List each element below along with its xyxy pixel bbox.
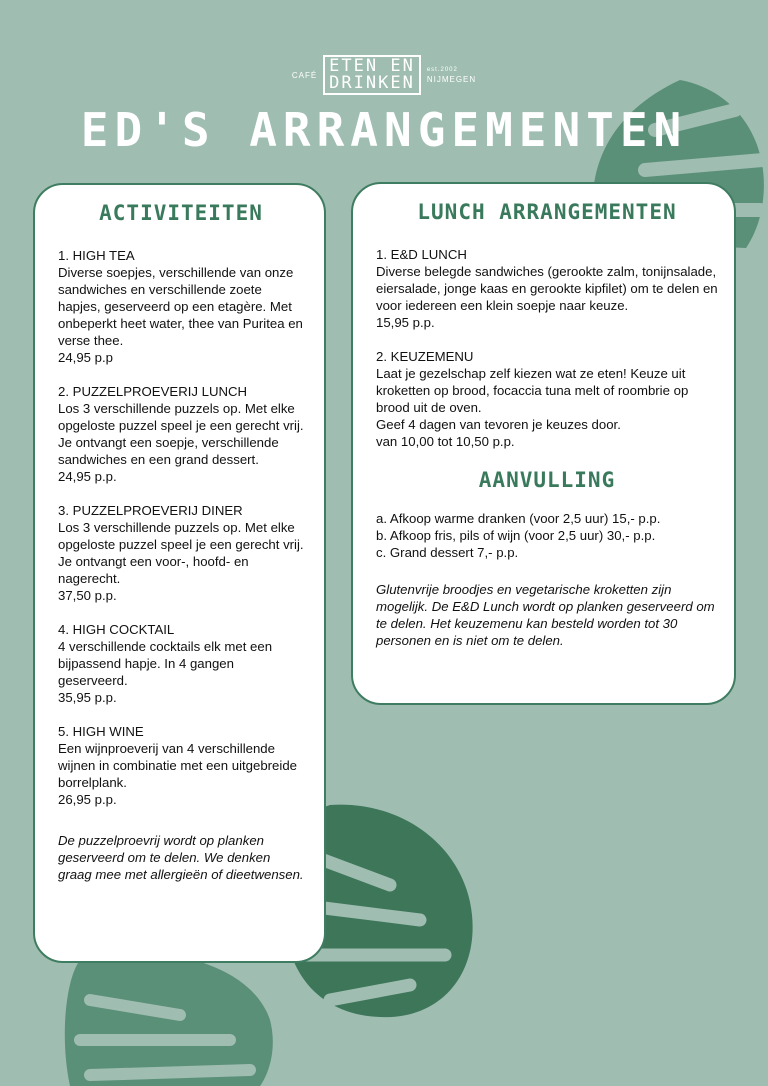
activities-note: De puzzelproevrij wordt op planken geserveerd om te delen. We denken graag mee met allergieën of dieetwensen. — [58, 833, 304, 882]
activity-description: Los 3 verschillende puzzels op. Met elke opgeloste puzzel speel je een gerecht vrij. Je ontvangt een soepje, verschillende sandwiches en een grand dessert. — [58, 401, 304, 467]
activity-title: 5. HIGH WINE — [58, 724, 144, 739]
logo-city: NIJMEGEN — [426, 75, 477, 84]
aanvulling-item: c. Grand dessert 7,- p.p. — [376, 545, 519, 560]
lunch-item-title: 1. E&D LUNCH — [376, 247, 467, 262]
activity-title: 3. PUZZELPROEVERIJ DINER — [58, 503, 243, 518]
activities-heading: ACTIVITEITEN — [99, 201, 263, 225]
activity-item — [58, 723, 304, 808]
activity-title: 2. PUZZELPROEVERIJ LUNCH — [58, 384, 248, 399]
activity-price: 26,95 p.p. — [58, 792, 117, 807]
lunch-heading: LUNCH ARRANGEMENTEN — [417, 200, 677, 224]
lunch-item-extra: Geef 4 dagen van tevoren je keuzes door. — [376, 417, 621, 432]
lunch-item-price: 15,95 p.p. — [376, 315, 435, 330]
aanvulling-list — [376, 510, 718, 561]
aanvulling-heading: AANVULLING — [478, 468, 616, 492]
activity-item — [58, 502, 304, 604]
lunch-card — [351, 182, 736, 705]
activity-description: 4 verschillende cocktails elk met een bijpassend hapje. In 4 gangen geserveerd. — [58, 639, 273, 688]
cafe-logo — [0, 55, 768, 95]
activity-description: Diverse soepjes, verschillende van onze sandwiches en verschillende zoete hapjes, geserveerd op een etagère. Met onbeperkt heet water, thee van Puritea en verse thee. — [58, 265, 303, 348]
logo-established: est.2002 — [426, 67, 458, 73]
activity-item — [58, 621, 304, 706]
logo-wordmark — [323, 55, 421, 95]
logo-location — [427, 66, 476, 84]
lunch-item-description: Diverse belegde sandwiches (gerookte zalm, tonijnsalade, eiersalade, jonge kaas en gerookte kipfilet) om te delen en voor iedereen een klein soepje naar keuze. — [376, 264, 718, 313]
lunch-item-price: van 10,00 tot 10,50 p.p. — [376, 434, 515, 449]
page-title: ED'S ARRANGEMENTEN — [80, 103, 688, 157]
activity-item — [58, 247, 304, 366]
aanvulling-item: a. Afkoop warme dranken (voor 2,5 uur) 15,- p.p. — [376, 511, 661, 526]
activity-title: 1. HIGH TEA — [58, 248, 135, 263]
logo-line-1: ETEN EN — [329, 56, 415, 76]
activity-price: 24,95 p.p. — [58, 469, 117, 484]
lunch-item — [376, 348, 718, 450]
lunch-item-description: Laat je gezelschap zelf kiezen wat ze eten! Keuze uit kroketten op brood, focaccia tuna melt of roombrie op brood uit de oven. — [376, 366, 689, 415]
activity-description: Los 3 verschillende puzzels op. Met elke opgeloste puzzel speel je een gerecht vrij. Je ontvangt een voor-, hoofd- en nagerecht. — [58, 520, 304, 586]
activity-price: 37,50 p.p. — [58, 588, 117, 603]
logo-cafe-label: CAFÉ — [291, 70, 318, 80]
logo-line-2: DRINKEN — [329, 73, 415, 93]
lunch-note: Glutenvrije broodjes en vegetarische kroketten zijn mogelijk. De E&D Lunch wordt op planken geserveerd om te delen. Het keuzemenu kan besteld worden tot 30 personen en is niet om te delen. — [376, 582, 715, 648]
activity-title: 4. HIGH COCKTAIL — [58, 622, 175, 637]
activity-price: 35,95 p.p. — [58, 690, 117, 705]
lunch-item — [376, 246, 718, 331]
lunch-item-title: 2. KEUZEMENU — [376, 349, 474, 364]
activity-item — [58, 383, 304, 485]
aanvulling-item: b. Afkoop fris, pils of wijn (voor 2,5 uur) 30,- p.p. — [376, 528, 656, 543]
activity-description: Een wijnproeverij van 4 verschillende wijnen in combinatie met een uitgebreide borrelplank. — [58, 741, 297, 790]
activity-price: 24,95 p.p — [58, 350, 113, 365]
activities-card — [33, 183, 326, 963]
